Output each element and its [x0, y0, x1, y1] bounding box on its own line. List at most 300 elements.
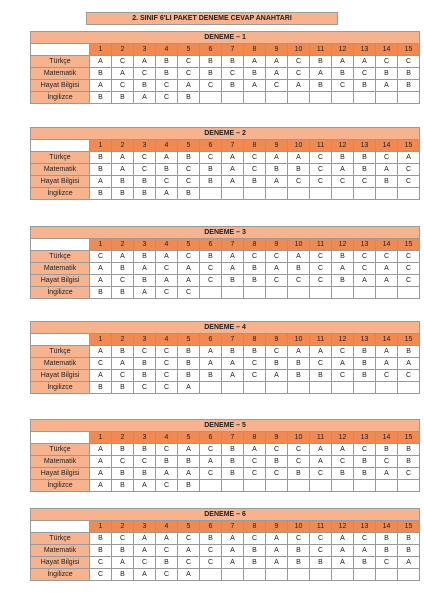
- answer-cell: C: [288, 533, 310, 545]
- answer-cell: B: [332, 152, 354, 164]
- answer-cell: B: [156, 557, 178, 569]
- answer-cell: [398, 188, 420, 200]
- answer-cell: C: [178, 176, 200, 188]
- question-number: 13: [354, 239, 376, 251]
- question-number: 9: [266, 44, 288, 56]
- answer-cell: C: [310, 545, 332, 557]
- subject-row: [31, 545, 420, 557]
- question-number: 1: [90, 521, 112, 533]
- answer-cell: B: [398, 545, 420, 557]
- subject-row: [31, 176, 420, 188]
- answer-cell: [200, 188, 222, 200]
- answer-cell: A: [266, 370, 288, 382]
- answer-cell: [398, 92, 420, 104]
- answer-cell: C: [244, 533, 266, 545]
- subject-label: Türkçe: [31, 251, 90, 263]
- answer-cell: B: [200, 56, 222, 68]
- answer-cell: A: [178, 468, 200, 480]
- subject-row: [31, 68, 420, 80]
- answer-cell: A: [332, 533, 354, 545]
- answer-cell: C: [112, 56, 134, 68]
- answer-cell: A: [332, 164, 354, 176]
- answer-cell: A: [376, 164, 398, 176]
- answer-cell: [288, 92, 310, 104]
- answer-cell: [398, 569, 420, 581]
- subject-row: [31, 56, 420, 68]
- question-number: 8: [244, 432, 266, 444]
- question-number: 12: [332, 432, 354, 444]
- answer-cell: B: [112, 346, 134, 358]
- answer-cell: B: [178, 358, 200, 370]
- answer-cell: [310, 287, 332, 299]
- subject-row: [31, 92, 420, 104]
- deneme-title: DENEME – 2: [31, 128, 420, 140]
- answer-cell: C: [310, 468, 332, 480]
- answer-cell: C: [376, 557, 398, 569]
- question-number: 7: [222, 239, 244, 251]
- answer-cell: C: [156, 444, 178, 456]
- answer-cell: A: [332, 444, 354, 456]
- answer-cell: A: [266, 152, 288, 164]
- answer-cell: C: [90, 557, 112, 569]
- subject-row: [31, 358, 420, 370]
- question-number: 5: [178, 334, 200, 346]
- question-number: 8: [244, 334, 266, 346]
- deneme-title: DENEME – 6: [31, 509, 420, 521]
- answer-cell: C: [244, 456, 266, 468]
- subject-row: [31, 152, 420, 164]
- deneme-5-table: [30, 419, 420, 492]
- answer-cell: A: [178, 569, 200, 581]
- answer-cell: A: [178, 275, 200, 287]
- question-number: 7: [222, 140, 244, 152]
- question-number: 10: [288, 239, 310, 251]
- answer-cell: A: [266, 68, 288, 80]
- answer-cell: B: [222, 80, 244, 92]
- answer-cell: B: [376, 533, 398, 545]
- answer-cell: B: [398, 456, 420, 468]
- answer-cell: [376, 92, 398, 104]
- subject-row: [31, 533, 420, 545]
- question-number: 15: [398, 140, 420, 152]
- question-number: 6: [200, 334, 222, 346]
- answer-cell: B: [222, 56, 244, 68]
- question-number: 10: [288, 334, 310, 346]
- answer-cell: [310, 382, 332, 394]
- answer-cell: A: [222, 263, 244, 275]
- subject-label: Hayat Bilgisi: [31, 275, 90, 287]
- answer-cell: B: [354, 456, 376, 468]
- question-number: 4: [156, 239, 178, 251]
- answer-cell: C: [134, 164, 156, 176]
- question-number: 1: [90, 140, 112, 152]
- question-number: 6: [200, 44, 222, 56]
- question-number: 11: [310, 44, 332, 56]
- answer-cell: B: [156, 68, 178, 80]
- deneme-title: DENEME – 1: [31, 32, 420, 44]
- answer-cell: B: [200, 370, 222, 382]
- answer-cell: C: [332, 176, 354, 188]
- answer-cell: A: [222, 176, 244, 188]
- answer-cell: C: [376, 251, 398, 263]
- answer-cell: B: [266, 456, 288, 468]
- subject-row: [31, 557, 420, 569]
- answer-cell: A: [376, 263, 398, 275]
- answer-cell: [222, 480, 244, 492]
- answer-cell: A: [90, 346, 112, 358]
- answer-cell: A: [134, 287, 156, 299]
- answer-cell: B: [112, 176, 134, 188]
- answer-cell: B: [376, 68, 398, 80]
- answer-cell: A: [134, 569, 156, 581]
- answer-cell: A: [376, 275, 398, 287]
- answer-cell: B: [398, 68, 420, 80]
- answer-cell: A: [244, 56, 266, 68]
- subject-label: Hayat Bilgisi: [31, 176, 90, 188]
- answer-cell: B: [332, 68, 354, 80]
- answer-cell: B: [288, 468, 310, 480]
- answer-cell: B: [90, 164, 112, 176]
- subject-label: İngilizce: [31, 287, 90, 299]
- answer-cell: A: [332, 263, 354, 275]
- answer-cell: B: [112, 188, 134, 200]
- answer-cell: C: [244, 358, 266, 370]
- question-number: 11: [310, 239, 332, 251]
- answer-cell: A: [244, 444, 266, 456]
- answer-cell: B: [90, 545, 112, 557]
- answer-cell: B: [244, 545, 266, 557]
- answer-cell: B: [90, 287, 112, 299]
- answer-cell: B: [112, 545, 134, 557]
- answer-cell: A: [332, 358, 354, 370]
- answer-cell: B: [398, 533, 420, 545]
- answer-cell: B: [222, 468, 244, 480]
- answer-cell: B: [200, 251, 222, 263]
- question-number: 9: [266, 521, 288, 533]
- answer-cell: B: [354, 358, 376, 370]
- answer-cell: [266, 382, 288, 394]
- answer-cell: C: [266, 468, 288, 480]
- answer-cell: B: [178, 152, 200, 164]
- answer-cell: B: [354, 557, 376, 569]
- answer-cell: [332, 480, 354, 492]
- answer-cell: [200, 287, 222, 299]
- answer-cell: A: [222, 251, 244, 263]
- subject-row: [31, 468, 420, 480]
- answer-cell: A: [288, 346, 310, 358]
- answer-cell: A: [354, 275, 376, 287]
- question-number: 5: [178, 140, 200, 152]
- answer-cell: [244, 382, 266, 394]
- subject-label: Matematik: [31, 263, 90, 275]
- answer-cell: C: [90, 251, 112, 263]
- question-number: 4: [156, 334, 178, 346]
- answer-cell: A: [90, 444, 112, 456]
- answer-cell: B: [244, 176, 266, 188]
- answer-cell: C: [134, 68, 156, 80]
- subject-label: Matematik: [31, 358, 90, 370]
- answer-cell: [266, 188, 288, 200]
- answer-cell: A: [332, 56, 354, 68]
- deneme-title: DENEME – 3: [31, 227, 420, 239]
- answer-cell: [244, 92, 266, 104]
- answer-cell: B: [90, 188, 112, 200]
- answer-cell: C: [398, 251, 420, 263]
- answer-cell: [376, 480, 398, 492]
- answer-cell: [288, 188, 310, 200]
- answer-cell: B: [112, 287, 134, 299]
- answer-cell: [332, 188, 354, 200]
- answer-cell: B: [354, 152, 376, 164]
- subject-label: Türkçe: [31, 533, 90, 545]
- answer-cell: A: [178, 80, 200, 92]
- question-number: 5: [178, 521, 200, 533]
- question-number: 2: [112, 239, 134, 251]
- subject-row: [31, 444, 420, 456]
- answer-cell: A: [310, 456, 332, 468]
- answer-cell: A: [222, 533, 244, 545]
- answer-cell: C: [156, 358, 178, 370]
- answer-cell: A: [376, 468, 398, 480]
- question-number: 9: [266, 334, 288, 346]
- answer-cell: A: [244, 80, 266, 92]
- subject-label: İngilizce: [31, 480, 90, 492]
- answer-cell: C: [376, 152, 398, 164]
- answer-cell: B: [90, 533, 112, 545]
- answer-cell: C: [178, 56, 200, 68]
- question-number: 6: [200, 140, 222, 152]
- answer-cell: C: [200, 468, 222, 480]
- answer-cell: C: [178, 68, 200, 80]
- question-number: 1: [90, 334, 112, 346]
- answer-cell: [398, 287, 420, 299]
- question-number: 2: [112, 44, 134, 56]
- answer-cell: B: [222, 275, 244, 287]
- answer-cell: A: [222, 557, 244, 569]
- answer-cell: A: [200, 346, 222, 358]
- answer-cell: [332, 287, 354, 299]
- question-number: 6: [200, 432, 222, 444]
- answer-cell: C: [134, 346, 156, 358]
- question-number: 15: [398, 239, 420, 251]
- answer-cell: A: [134, 263, 156, 275]
- answer-cell: [222, 287, 244, 299]
- question-number: 4: [156, 44, 178, 56]
- answer-cell: A: [134, 56, 156, 68]
- answer-cell: A: [398, 152, 420, 164]
- answer-cell: B: [134, 188, 156, 200]
- question-number: 13: [354, 140, 376, 152]
- answer-cell: A: [134, 480, 156, 492]
- answer-cell: C: [398, 56, 420, 68]
- question-number: 7: [222, 432, 244, 444]
- answer-cell: B: [178, 92, 200, 104]
- answer-cell: B: [222, 444, 244, 456]
- answer-cell: A: [112, 68, 134, 80]
- subject-label: Matematik: [31, 164, 90, 176]
- answer-cell: C: [332, 370, 354, 382]
- answer-cell: A: [178, 444, 200, 456]
- answer-cell: C: [112, 275, 134, 287]
- answer-cell: A: [112, 251, 134, 263]
- question-number: 9: [266, 432, 288, 444]
- answer-cell: B: [288, 557, 310, 569]
- answer-cell: C: [156, 569, 178, 581]
- answer-cell: C: [266, 251, 288, 263]
- answer-cell: [200, 480, 222, 492]
- answer-cell: B: [112, 480, 134, 492]
- answer-cell: C: [244, 468, 266, 480]
- answer-cell: A: [90, 456, 112, 468]
- answer-cell: [332, 569, 354, 581]
- answer-cell: [288, 382, 310, 394]
- answer-cell: [222, 188, 244, 200]
- answer-cell: A: [90, 370, 112, 382]
- answer-cell: C: [244, 164, 266, 176]
- answer-cell: C: [112, 370, 134, 382]
- answer-cell: B: [354, 346, 376, 358]
- answer-cell: B: [376, 176, 398, 188]
- answer-cell: A: [156, 251, 178, 263]
- answer-cell: C: [354, 533, 376, 545]
- answer-cell: B: [310, 80, 332, 92]
- answer-cell: [244, 480, 266, 492]
- answer-cell: A: [222, 370, 244, 382]
- answer-cell: [200, 569, 222, 581]
- subject-row: [31, 287, 420, 299]
- subject-row: [31, 275, 420, 287]
- answer-cell: A: [222, 545, 244, 557]
- answer-cell: C: [310, 251, 332, 263]
- question-number: 4: [156, 432, 178, 444]
- answer-cell: C: [200, 263, 222, 275]
- corner-cell: [31, 140, 90, 152]
- answer-cell: [354, 287, 376, 299]
- answer-cell: [376, 382, 398, 394]
- question-number: 2: [112, 432, 134, 444]
- answer-cell: B: [178, 188, 200, 200]
- answer-cell: A: [134, 92, 156, 104]
- question-number: 12: [332, 239, 354, 251]
- answer-cell: A: [266, 263, 288, 275]
- answer-cell: A: [398, 557, 420, 569]
- subject-label: Türkçe: [31, 444, 90, 456]
- answer-cell: B: [90, 152, 112, 164]
- answer-cell: B: [310, 370, 332, 382]
- deneme-6-table: [30, 508, 420, 581]
- answer-cell: C: [288, 275, 310, 287]
- subject-row: [31, 382, 420, 394]
- question-number: 3: [134, 334, 156, 346]
- deneme-title: DENEME – 5: [31, 420, 420, 432]
- answer-cell: [244, 569, 266, 581]
- answer-cell: B: [134, 370, 156, 382]
- answer-cell: A: [288, 80, 310, 92]
- answer-cell: [266, 287, 288, 299]
- answer-cell: C: [200, 152, 222, 164]
- question-number: 13: [354, 334, 376, 346]
- answer-cell: A: [222, 152, 244, 164]
- subject-label: Hayat Bilgisi: [31, 557, 90, 569]
- answer-cell: C: [376, 370, 398, 382]
- answer-cell: B: [178, 370, 200, 382]
- answer-cell: B: [134, 80, 156, 92]
- question-number: 7: [222, 334, 244, 346]
- answer-cell: B: [134, 358, 156, 370]
- answer-cell: C: [288, 56, 310, 68]
- answer-cell: B: [178, 346, 200, 358]
- answer-cell: C: [288, 176, 310, 188]
- answer-cell: C: [376, 56, 398, 68]
- answer-cell: A: [156, 275, 178, 287]
- answer-cell: B: [354, 164, 376, 176]
- question-number: 14: [376, 432, 398, 444]
- answer-cell: C: [156, 382, 178, 394]
- answer-cell: A: [266, 545, 288, 557]
- question-number: 15: [398, 44, 420, 56]
- answer-cell: C: [200, 275, 222, 287]
- answer-cell: C: [288, 68, 310, 80]
- answer-cell: C: [354, 251, 376, 263]
- answer-cell: A: [288, 152, 310, 164]
- answer-cell: [200, 92, 222, 104]
- question-number: 14: [376, 334, 398, 346]
- answer-cell: A: [222, 358, 244, 370]
- subject-label: Türkçe: [31, 152, 90, 164]
- answer-cell: C: [156, 80, 178, 92]
- answer-cell: B: [178, 480, 200, 492]
- question-number: 2: [112, 334, 134, 346]
- answer-cell: A: [332, 545, 354, 557]
- answer-cell: A: [354, 56, 376, 68]
- answer-cell: C: [90, 569, 112, 581]
- answer-cell: A: [354, 545, 376, 557]
- answer-cell: [354, 480, 376, 492]
- answer-cell: C: [244, 251, 266, 263]
- answer-cell: C: [200, 557, 222, 569]
- answer-cell: C: [156, 92, 178, 104]
- subject-row: [31, 263, 420, 275]
- question-number: 11: [310, 334, 332, 346]
- answer-cell: [244, 188, 266, 200]
- answer-cell: C: [354, 263, 376, 275]
- answer-cell: [288, 480, 310, 492]
- answer-cell: C: [288, 456, 310, 468]
- answer-cell: B: [200, 164, 222, 176]
- answer-cell: C: [156, 287, 178, 299]
- answer-cell: A: [398, 358, 420, 370]
- answer-cell: A: [178, 382, 200, 394]
- answer-cell: C: [156, 176, 178, 188]
- answer-cell: A: [90, 263, 112, 275]
- answer-cell: [222, 382, 244, 394]
- question-number: 5: [178, 239, 200, 251]
- answer-cell: C: [178, 287, 200, 299]
- answer-cell: B: [156, 456, 178, 468]
- subject-row: [31, 188, 420, 200]
- answer-cell: C: [310, 152, 332, 164]
- answer-cell: C: [222, 68, 244, 80]
- page-title: 2. SINIF 6'LI PAKET DENEME CEVAP ANAHTARI: [86, 12, 338, 25]
- answer-cell: C: [310, 263, 332, 275]
- answer-cell: C: [332, 456, 354, 468]
- answer-cell: B: [310, 557, 332, 569]
- answer-cell: A: [266, 176, 288, 188]
- question-number: 8: [244, 44, 266, 56]
- corner-cell: [31, 521, 90, 533]
- answer-cell: B: [112, 468, 134, 480]
- answer-cell: [332, 92, 354, 104]
